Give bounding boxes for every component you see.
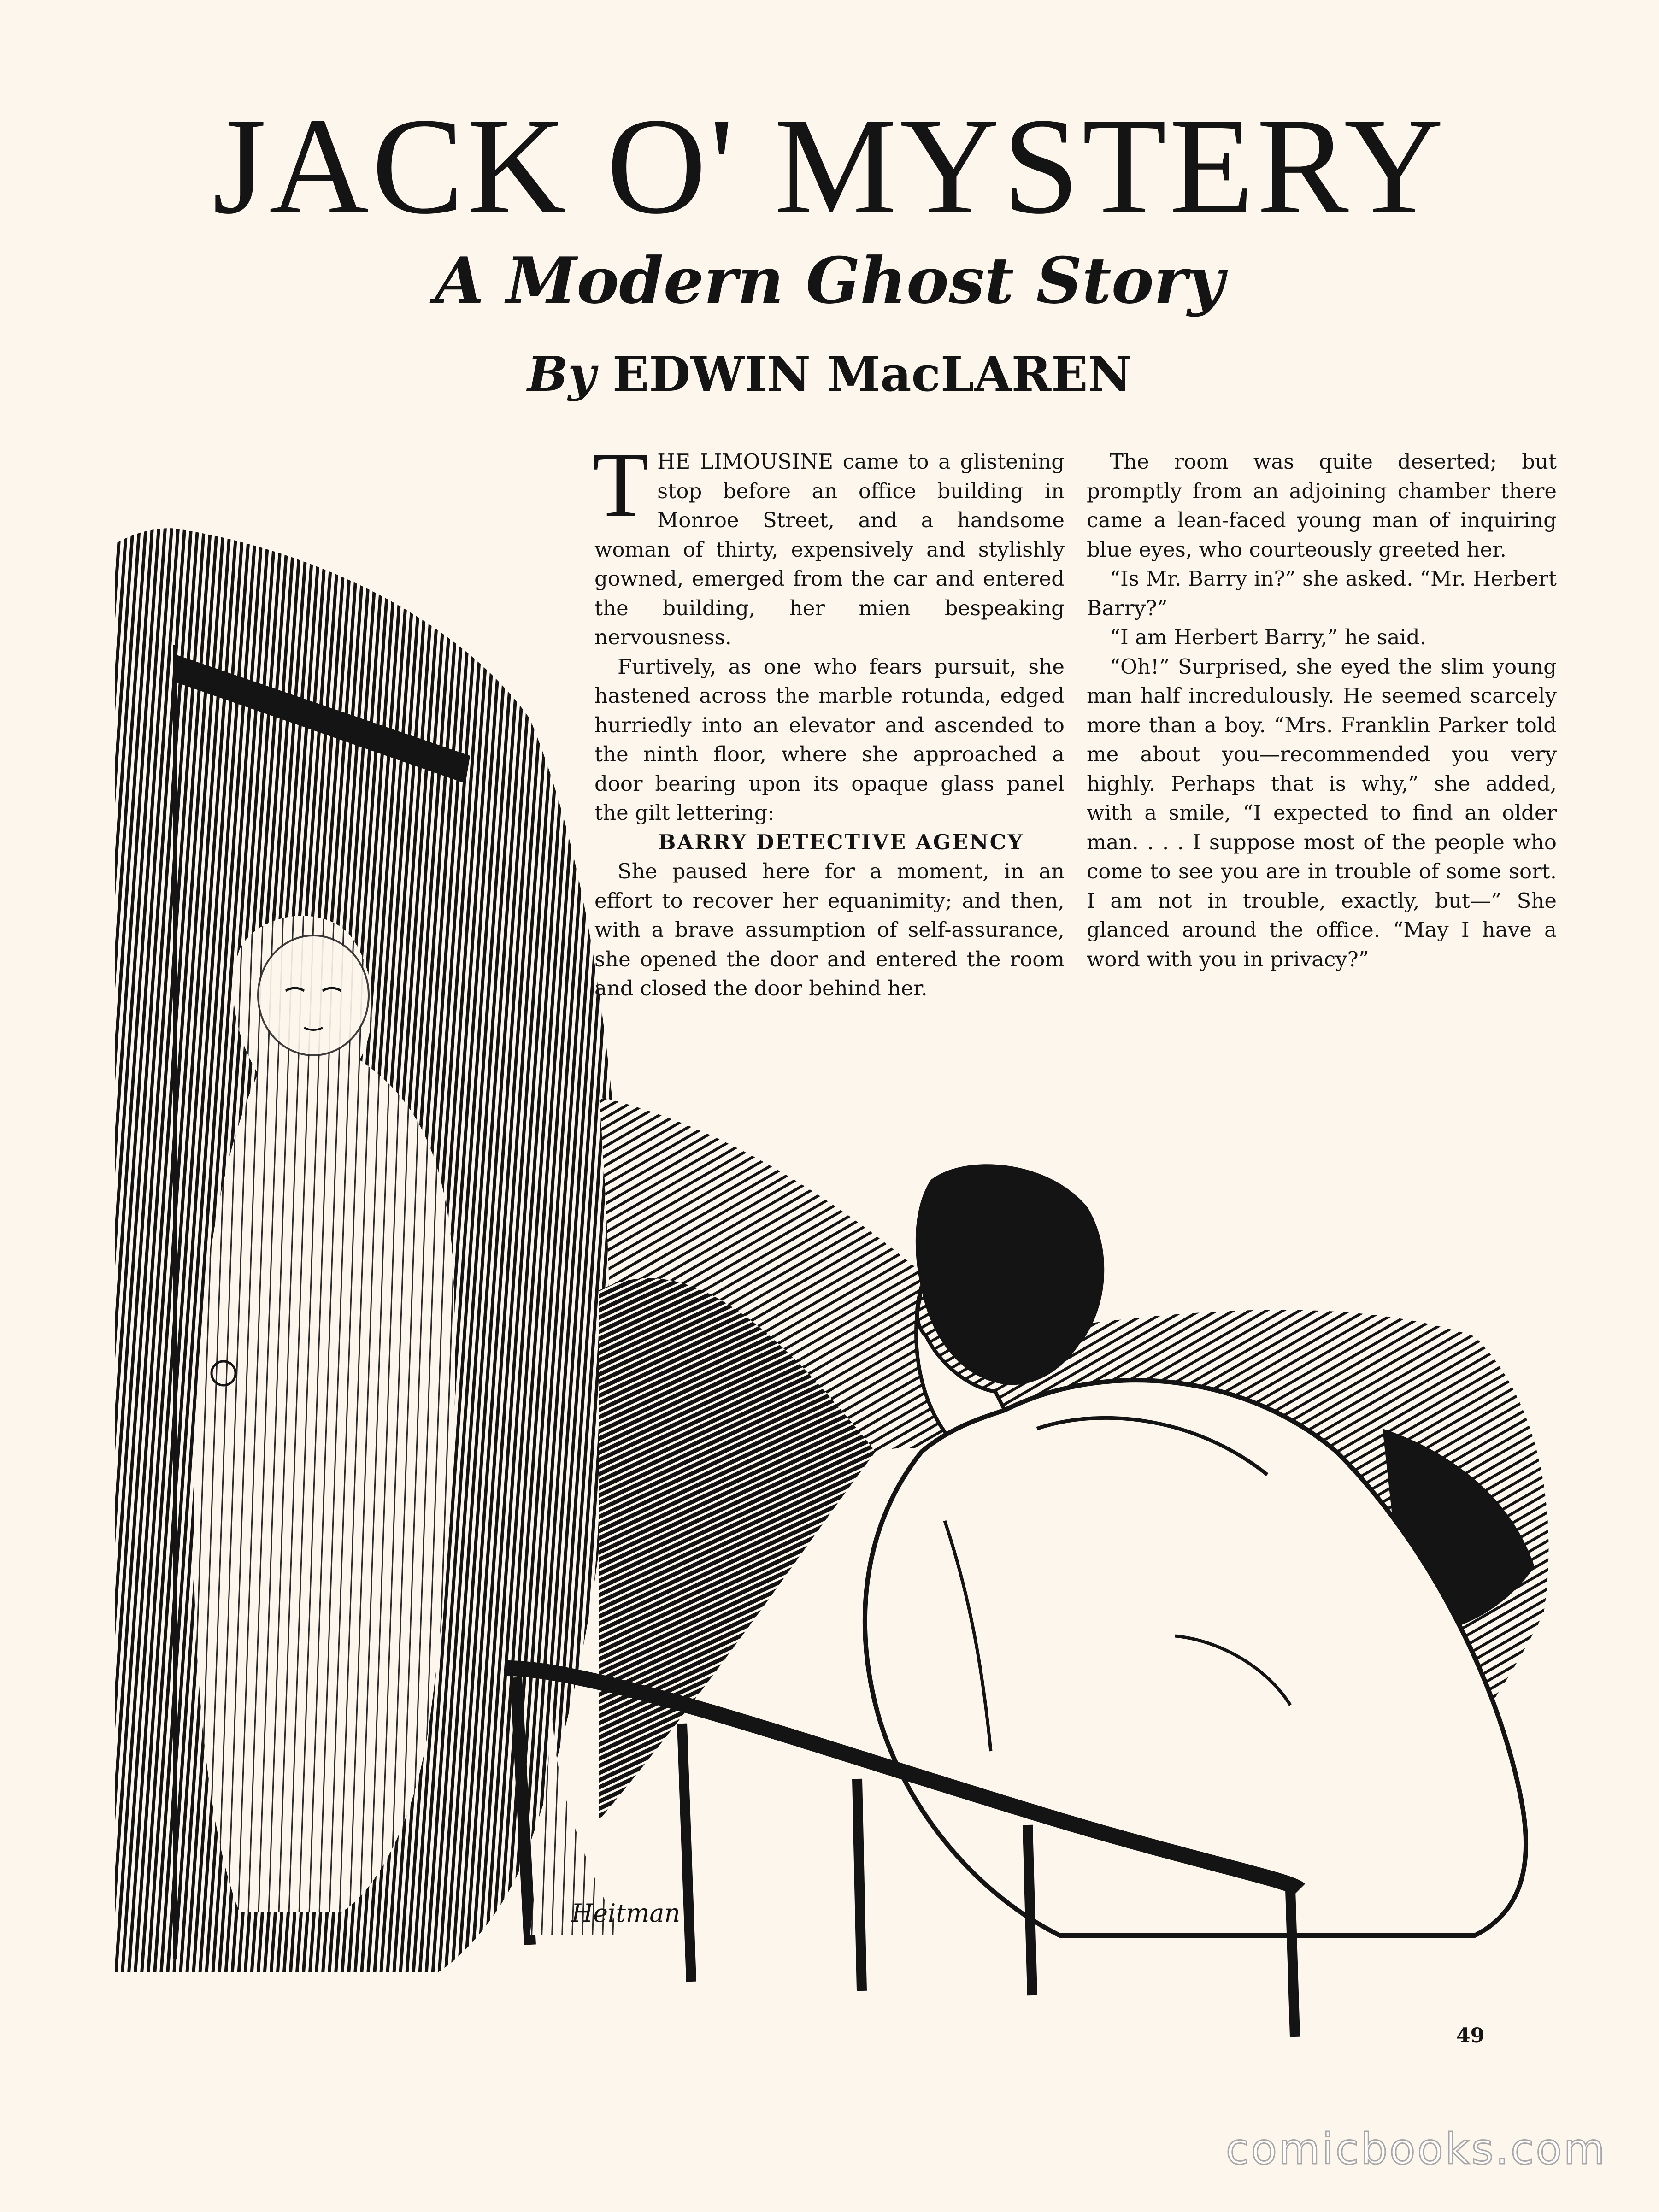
paragraph: The room was quite deserted; but promptly from an adjoining chamber there came a lean-faced young man of inquiring blue eyes, who courteously greeted her. [1087, 449, 1557, 562]
text-column-2 [1087, 447, 1557, 974]
story-title: JACK O' MYSTERY [212, 89, 1447, 242]
text-column-1 [593, 434, 1065, 1003]
paragraph: “I am Herbert Barry,” he said. [1110, 625, 1426, 649]
watermark: comicbooks.com [1226, 2124, 1607, 2174]
author-name: EDWIN MacLAREN [612, 346, 1132, 402]
opening-paragraph: THE LIMOUSINE came to a glistening stop before an office building in Monroe Street, and a handsome woman of thirty, expensively and stylishly gowned, emerged from the car and entered the building, her mien bespeaking nervousness. [593, 434, 1065, 649]
agency-sign-text: BARRY DETECTIVE AGENCY [658, 830, 1024, 854]
drop-cap: T [593, 434, 649, 536]
paragraph: Furtively, as one who fears pursuit, she hastened across the marble rotunda, edged hurriedly into an elevator and ascended to the ninth floor, where she approached a door bearing upon its opaque glass panel the gilt lettering: [594, 654, 1065, 825]
paragraph: “Oh!” Surprised, she eyed the slim young man half incredulously. He seemed scarcely more than a boy. “Mrs. Franklin Parker told me about you—recommended you very highly. Perhaps that is why,” she added, with a smile, “I expected to find an older man. . . . I suppose most of the people who come to see you are in trouble of some sort. I am not in trouble, exactly, but—” She glanced around the office. “May I have a word with you in privacy?” [1087, 654, 1557, 971]
paragraph: She paused here for a moment, in an effort to recover her equanimity; and then, with a brave assumption of self-assurance, she opened the door and entered the room and closed the door behind her. [594, 859, 1065, 1000]
story-subtitle: A Modern Ghost Story [435, 243, 1224, 318]
byline-prefix: By [527, 346, 596, 402]
paragraph: “Is Mr. Barry in?” she asked. “Mr. Herbert Barry?” [1087, 566, 1557, 620]
page-number: 49 [1456, 2024, 1485, 2047]
artist-signature: Heitman [571, 1899, 681, 1928]
